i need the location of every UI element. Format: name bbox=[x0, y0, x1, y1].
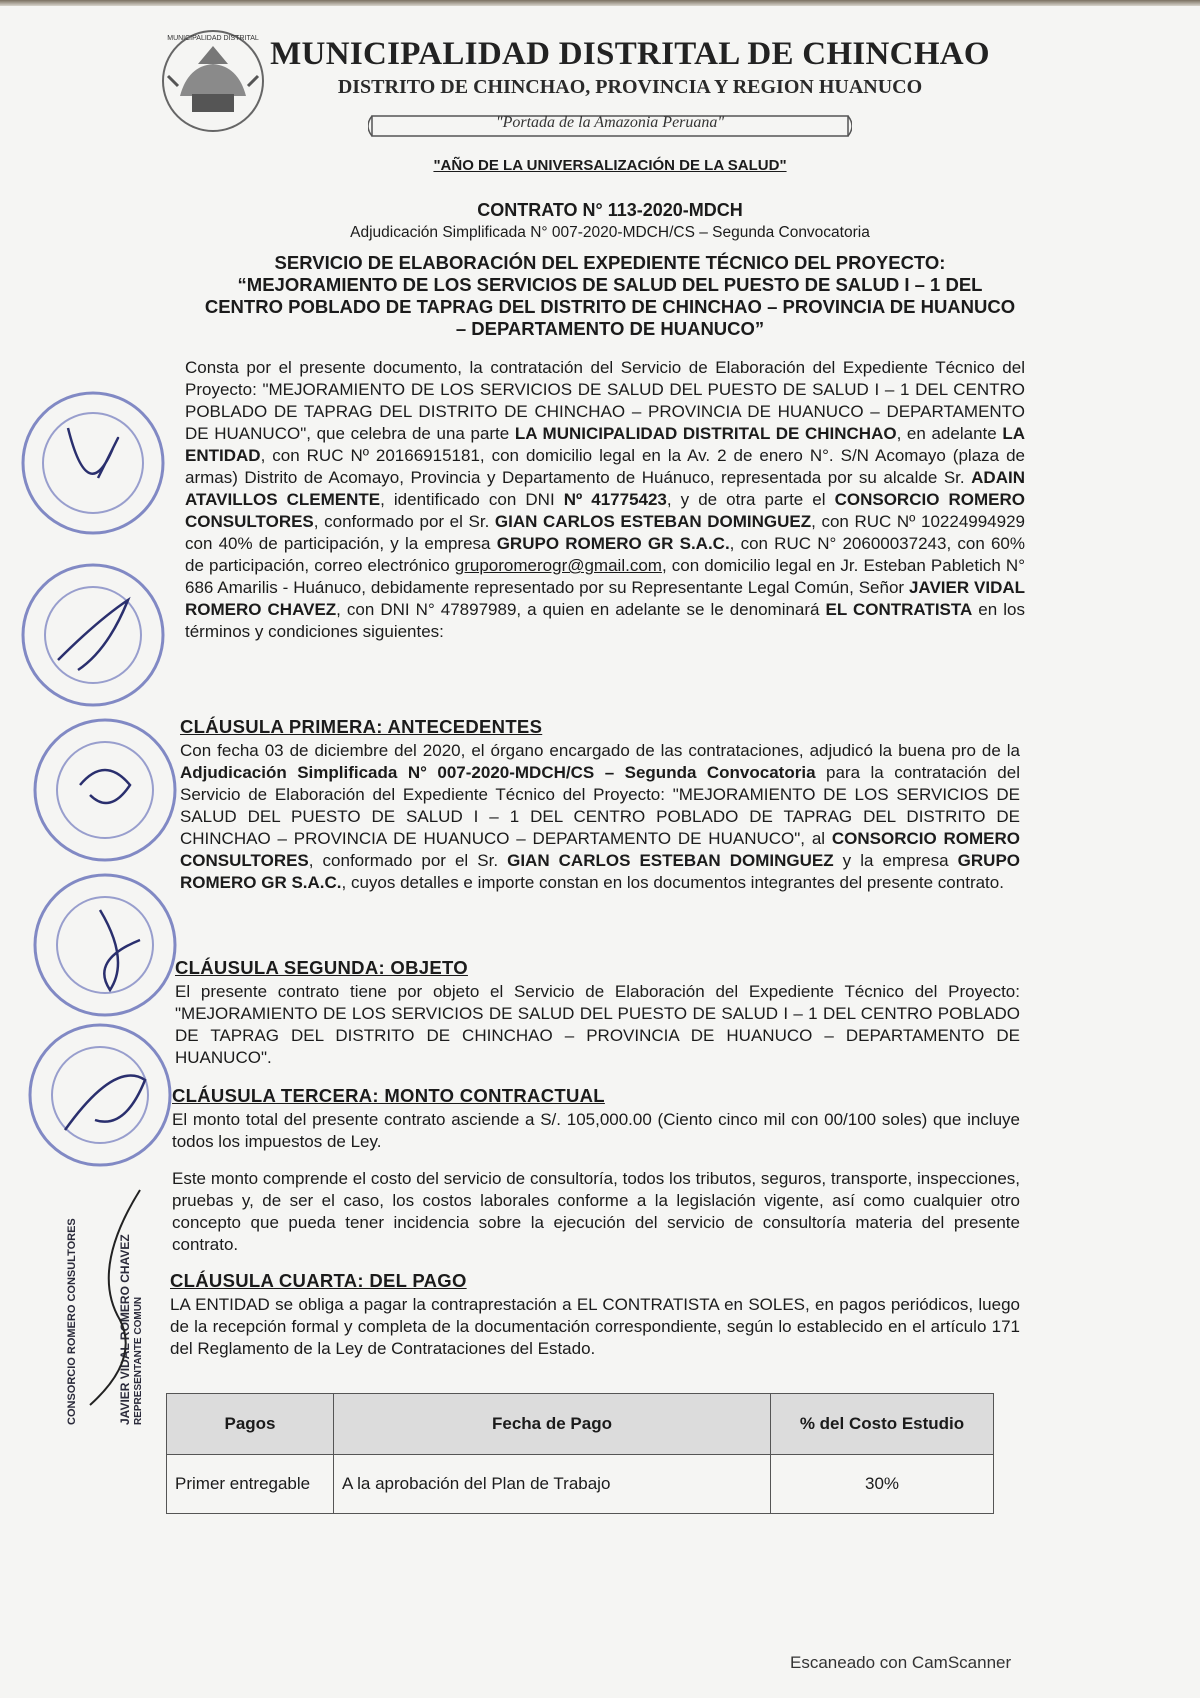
header-porcentaje: % del Costo Estudio bbox=[771, 1394, 994, 1455]
adjudicacion-line: Adjudicación Simplificada N° 007-2020-MDCH/CS – Segunda Convocatoria bbox=[350, 224, 870, 241]
clause-3-text-2: Este monto comprende el costo del servicio de consultoría, todos los tributos, seguros, transporte, inspecciones, pruebas y, de ser el caso, los costos laborales conforme a la legislación vigente, así como cualquier otro concepto que pueda tener incidencia sobre la ejecución del servicio de consultoría materia del presente contrato. bbox=[172, 1169, 1020, 1254]
district-seal-5 bbox=[25, 1020, 175, 1170]
cell-pago: Primer entregable bbox=[167, 1455, 334, 1514]
header-pagos: Pagos bbox=[167, 1394, 334, 1455]
district-seal-2 bbox=[18, 560, 168, 710]
clause-1-heading: CLÁUSULA PRIMERA: ANTECEDENTES bbox=[180, 716, 543, 737]
side-stamp-role: REPRESENTANTE COMUN bbox=[133, 1296, 144, 1425]
contract-number: CONTRATO N° 113-2020-MDCH bbox=[477, 200, 743, 220]
district-seal-3 bbox=[30, 715, 180, 865]
table-header-row bbox=[167, 1394, 994, 1455]
payments-table bbox=[166, 1393, 994, 1514]
municipal-logo bbox=[158, 26, 268, 136]
svg-text:MUNICIPALIDAD DISTRITAL: MUNICIPALIDAD DISTRITAL bbox=[167, 35, 259, 42]
motto-text: "Portada de la Amazonia Peruana" bbox=[495, 114, 725, 131]
header-fecha: Fecha de Pago bbox=[334, 1394, 771, 1455]
side-stamp-consorcio: CONSORCIO ROMERO CONSULTORES bbox=[66, 1218, 78, 1425]
municipality-title: MUNICIPALIDAD DISTRITAL DE CHINCHAO bbox=[270, 36, 990, 72]
district-seal-1 bbox=[18, 388, 168, 538]
intro-paragraph: Consta por el presente documento, la contratación del Servicio de Elaboración del Expediente Técnico del Proyecto: "MEJORAMIENTO DE LOS SERVICIOS DE SALUD DEL PUESTO DE SALUD I – 1 DEL CENTRO POBLADO DE TAPRAG DEL DISTRITO DE CHINCHAO – PROVINCIA DE HUANUCO – DEPARTAMENTO DE HUANUCO", que celebra de una parte LA MUNICIPALIDAD DISTRITAL DE CHINCHAO, en adelante LA ENTIDAD, con RUC Nº 20166915181, con domicilio legal en la Av. 2 de enero N°. S/N Acomayo (plaza de armas) Distrito de Acomayo, Provincia y Departamento de Huánuco, representada por su alcalde Sr. ADAIN ATAVILLOS CLEMENTE, identificado con DNI Nº 41775423, y de otra parte el CONSORCIO ROMERO CONSULTORES, conformado por el Sr. GIAN CARLOS ESTEBAN DOMINGUEZ, con RUC Nº 10224994929 con 40% de participación, y la empresa GRUPO ROMERO GR S.A.C., con RUC N° 20600037243, con 60% de participación, correo electrónico gruporomerogr@gmail.com, con domicilio legal en Jr. Esteban Pabletich N° 686 Amarilis - Huánuco, debidamente representado por su Representante Legal Común, Señor JAVIER VIDAL ROMERO CHAVEZ, con DNI N° 47897989, a quien en adelante se le denominará EL CONTRATISTA en los términos y condiciones siguientes: bbox=[185, 358, 1026, 641]
table-row bbox=[167, 1455, 994, 1514]
clause-4-heading: CLÁUSULA CUARTA: DEL PAGO bbox=[170, 1270, 467, 1291]
district-seal-4 bbox=[30, 870, 180, 1020]
clause-2-heading: CLÁUSULA SEGUNDA: OBJETO bbox=[175, 957, 468, 978]
scanner-footer: Escaneado con CamScanner bbox=[790, 1653, 1012, 1672]
signature-mark bbox=[80, 1180, 150, 1410]
email-link: gruporomerogr@gmail.com bbox=[454, 556, 662, 575]
clause-3-heading: CLÁUSULA TERCERA: MONTO CONTRACTUAL bbox=[172, 1085, 605, 1106]
clause-3-text-1: El monto total del presente contrato asciende a S/. 105,000.00 (Ciento cinco mil con 00/100 soles) que incluye todos los impuestos de Ley. bbox=[172, 1110, 1020, 1151]
clause-1-text: Con fecha 03 de diciembre del 2020, el órgano encargado de las contrataciones, adjudicó la buena pro de la Adjudicación Simplificada N° 007-2020-MDCH/CS – Segunda Convocatoria para la contratación del Servicio de Elaboración del Expediente Técnico del Proyecto: "MEJORAMIENTO DE LOS SERVICIOS DE SALUD DEL PUESTO DE SALUD I – 1 DEL CENTRO POBLADO DE TAPRAG DEL DISTRITO DE CHINCHAO – PROVINCIA DE HUANUCO – DEPARTAMENTO DE HUANUCO", al CONSORCIO ROMERO CONSULTORES, conformado por el Sr. GIAN CARLOS ESTEBAN DOMINGUEZ y la empresa GRUPO ROMERO GR S.A.C., cuyos detalles e importe constan en los documentos integrantes del presente contrato. bbox=[180, 741, 1021, 892]
side-stamp-name: JAVIER VIDAL ROMERO CHAVEZ bbox=[118, 1234, 132, 1425]
service-title: SERVICIO DE ELABORACIÓN DEL EXPEDIENTE TÉCNICO DEL PROYECTO: “MEJORAMIENTO DE LOS SERVICIOS DE SALUD DEL PUESTO DE SALUD I – 1 DEL CENTRO POBLADO DE TAPRAG DEL DISTRITO DE CHINCHAO – PROVINCIA DE HUANUCO – DEPARTAMENTO DE HUANUCO” bbox=[204, 252, 1016, 339]
cell-fecha: A la aprobación del Plan de Trabajo bbox=[334, 1455, 771, 1514]
cell-porcentaje: 30% bbox=[771, 1455, 994, 1514]
municipality-subtitle: DISTRITO DE CHINCHAO, PROVINCIA Y REGION HUANUCO bbox=[337, 76, 923, 98]
clause-4-text: LA ENTIDAD se obliga a pagar la contraprestación a EL CONTRATISTA en SOLES, en pagos periódicos, luego de la recepción formal y completa de la documentación correspondiente, según lo establecido en el artículo 171 del Reglamento de la Ley de Contrataciones del Estado. bbox=[170, 1295, 1020, 1358]
year-name: "AÑO DE LA UNIVERSALIZACIÓN DE LA SALUD" bbox=[433, 157, 787, 174]
scan-edge bbox=[0, 0, 1200, 6]
clause-2-text: El presente contrato tiene por objeto el Servicio de Elaboración del Expediente Técnico del Proyecto: "MEJORAMIENTO DE LOS SERVICIOS DE SALUD DEL PUESTO DE SALUD I – 1 DEL CENTRO POBLADO DE TAPRAG DEL DISTRITO DE CHINCHAO – PROVINCIA DE HUANUCO – DEPARTAMENTO DE HUANUCO". bbox=[175, 982, 1020, 1067]
